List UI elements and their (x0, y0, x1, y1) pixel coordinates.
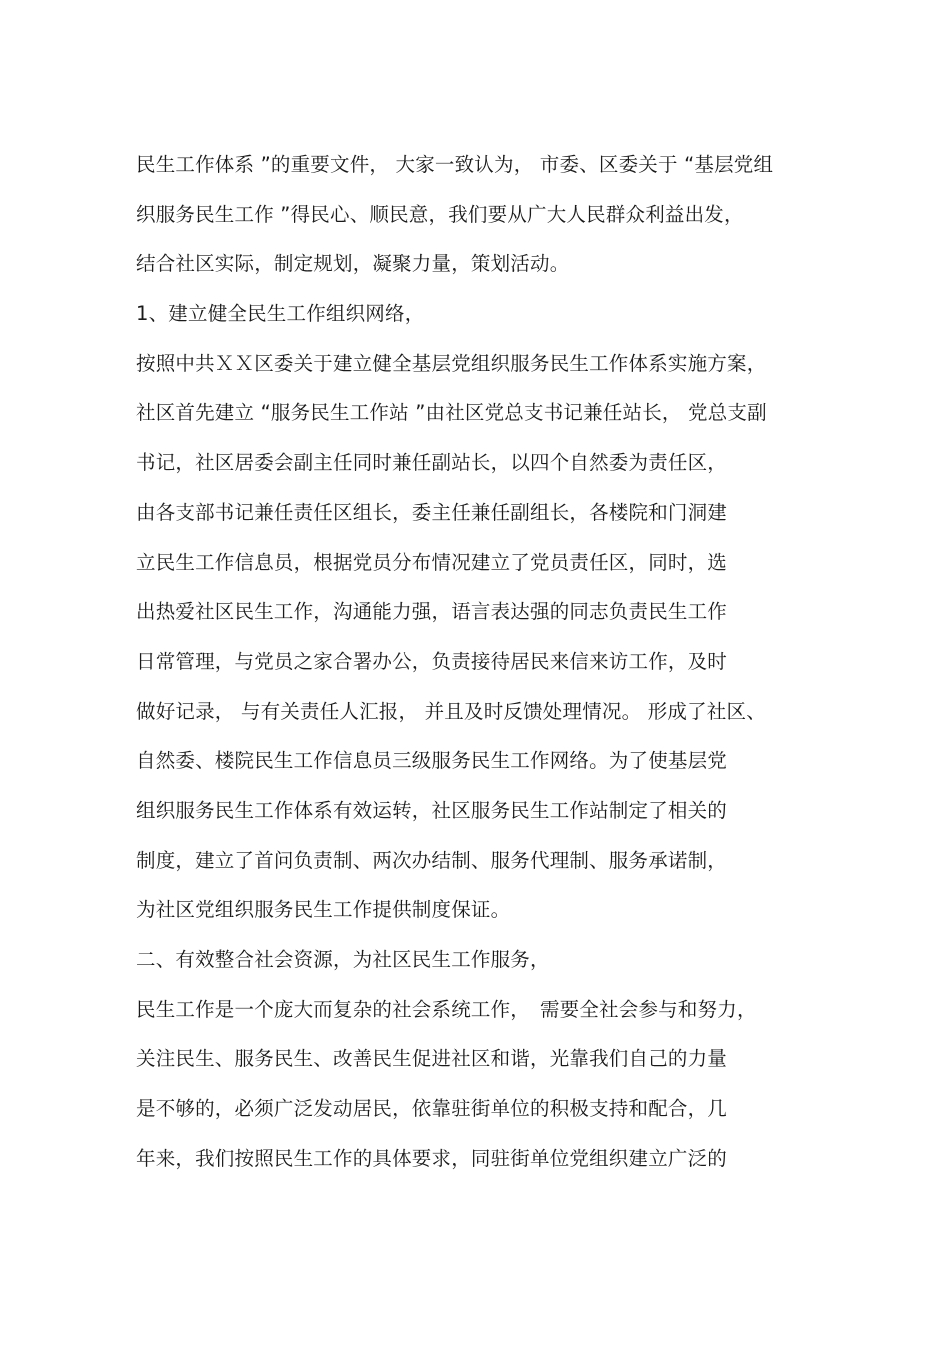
text-line: 做好记录， 与有关责任人汇报， 并且及时反馈处理情况。 形成了社区、 (136, 699, 766, 723)
text-line: 制度，建立了首问负责制、两次办结制、服务代理制、服务承诺制， (136, 848, 728, 872)
section-heading-1: 1、建立健全民生工作组织网络， (136, 302, 425, 326)
text-line: 由各支部书记兼任责任区组长，委主任兼任副组长，各楼院和门洞建 (136, 500, 728, 524)
text-line: 民生工作是一个庞大而复杂的社会系统工作， 需要全社会参与和努力， (136, 997, 757, 1021)
text-line: 组织服务民生工作体系有效运转，社区服务民生工作站制定了相关的 (136, 798, 728, 822)
document-body (136, 145, 816, 1188)
text-line: 关注民生、服务民生、改善民生促进社区和谐，光靠我们自己的力量 (136, 1047, 728, 1071)
text-line: 出热爱社区民生工作，沟通能力强，语言表达强的同志负责民生工作 (136, 600, 728, 624)
text-line: 民生工作体系 ”的重要文件， 大家一致认为， 市委、区委关于 “基层党组 (136, 153, 774, 176)
section-heading-2: 二、有效整合社会资源，为社区民生工作服务， (136, 948, 550, 971)
text-line: 按照中共ＸＸ区委关于建立健全基层党组织服务民生工作体系实施方案， (136, 351, 767, 375)
text-line: 为社区党组织服务民生工作提供制度保证。 (136, 898, 511, 922)
text-line: 立民生工作信息员，根据党员分布情况建立了党员责任区，同时，选 (136, 550, 728, 574)
text-line: 年来，我们按照民生工作的具体要求，同驻街单位党组织建立广泛的 (136, 1146, 728, 1170)
text-line: 书记，社区居委会副主任同时兼任副站长，以四个自然委为责任区， (136, 451, 728, 475)
text-line: 织服务民生工作 ”得民心、顺民意，我们要从广大人民群众利益出发， (136, 202, 744, 226)
text-line: 结合社区实际，制定规划，凝聚力量，策划活动。 (136, 252, 570, 276)
text-line: 是不够的，必须广泛发动居民，依靠驻街单位的积极支持和配合，几 (136, 1097, 728, 1121)
text-line: 日常管理，与党员之家合署办公，负责接待居民来信来访工作，及时 (136, 649, 728, 673)
text-line: 自然委、楼院民生工作信息员三级服务民生工作网络。为了使基层党 (136, 749, 728, 773)
text-line: 社区首先建立 “服务民生工作站 ”由社区党总支书记兼任站长， 党总支副 (136, 401, 767, 425)
